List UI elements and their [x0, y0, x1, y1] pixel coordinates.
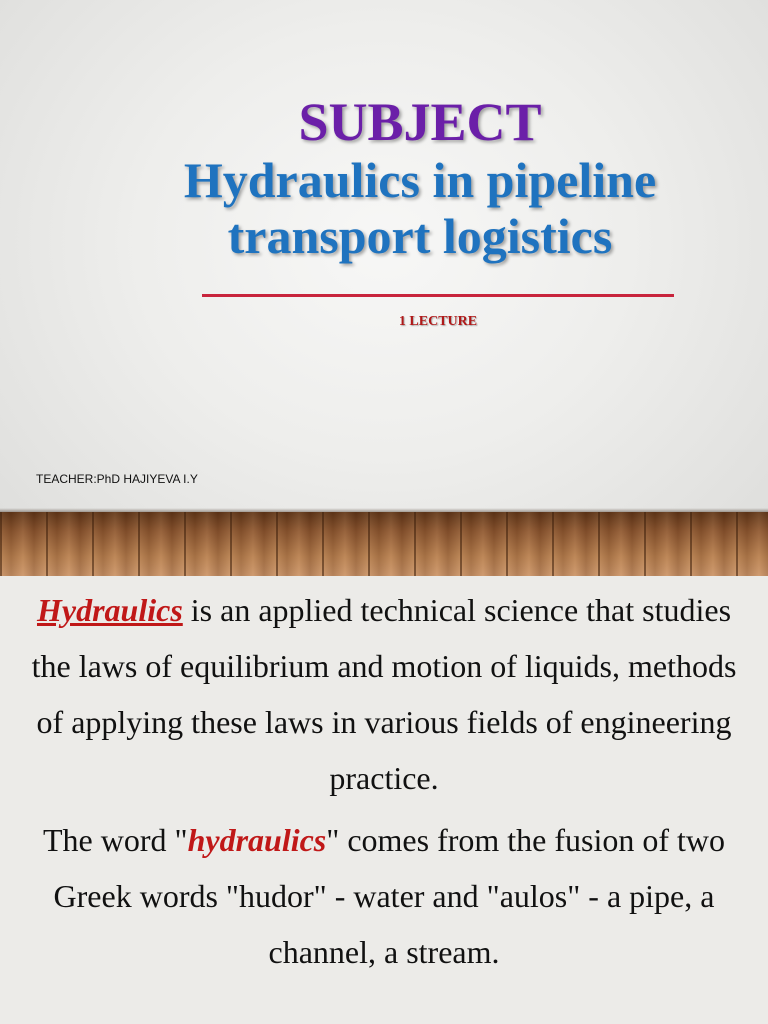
course-title-line2: transport logistics [227, 208, 613, 264]
wooden-floor [0, 512, 768, 576]
teacher-label: TEACHER:PhD HAJIYEVA I.Y [36, 472, 198, 486]
definition-text: is an applied technical science that studies the laws of equilibrium and motion of liquids, methods of applying these laws in various fields of engineering practice. [31, 592, 737, 796]
hydraulics-keyword: Hydraulics [36, 592, 183, 628]
title-divider [202, 294, 674, 297]
etymology-suffix: " comes from the fusion of two Greek words "hudor" - water and "aulos" - a pipe, a channel, a stream. [53, 822, 726, 970]
definition-paragraph [0, 582, 768, 806]
subject-heading: SUBJECT [298, 92, 542, 152]
hydraulics-word: hydraulics [187, 822, 327, 858]
content-slide [0, 576, 768, 1024]
etymology-paragraph [0, 812, 768, 980]
title-block [0, 92, 768, 264]
etymology-prefix: The word " [42, 822, 188, 858]
course-title-line1: Hydraulics in pipeline [183, 152, 657, 208]
lecture-label: 1 LECTURE [398, 314, 478, 329]
